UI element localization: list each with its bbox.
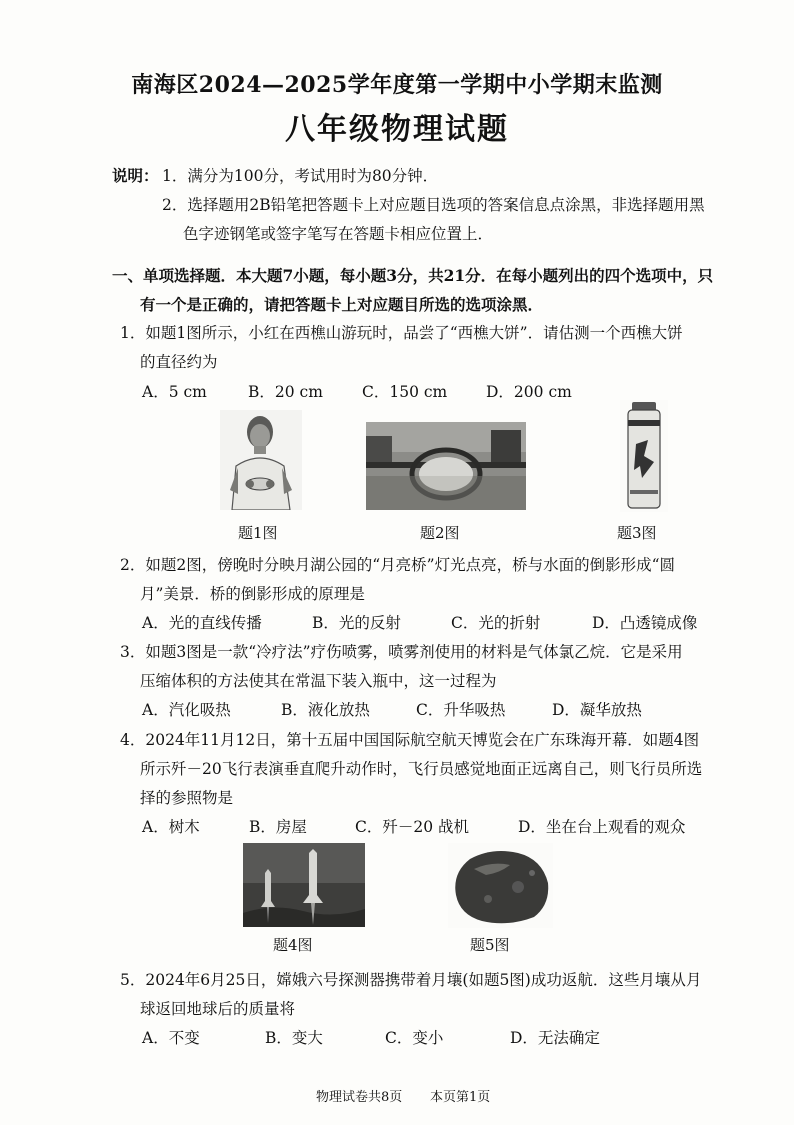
question-3-line2: 压缩体积的方法使其在常温下装入瓶中，这一过程为 bbox=[140, 672, 497, 690]
q5-option-c: C．变小 bbox=[385, 1029, 444, 1047]
q4-option-c: C．歼－20 战机 bbox=[355, 818, 470, 836]
q3-option-c: C．升华吸热 bbox=[416, 701, 506, 719]
q4-option-b: B．房屋 bbox=[249, 818, 307, 836]
note-2-line1: 2．选择题用2B铅笔把答题卡上对应题目选项的答案信息点涂黑，非选择题用黑 bbox=[162, 196, 705, 214]
figure-3-photo bbox=[620, 400, 668, 512]
question-4-line1: 4．2024年11月12日，第十五届中国国际航空航天博览会在广东珠海开幕．如题4图 bbox=[120, 731, 700, 749]
question-4-line2: 所示歼－20飞行表演垂直爬升动作时，飞行员感觉地面正远离自己，则飞行员所选 bbox=[140, 760, 703, 778]
question-1-line1: 1．如题1图所示，小红在西樵山游玩时，品尝了“西樵大饼”．请估测一个西樵大饼 bbox=[120, 324, 683, 342]
question-4-line3: 择的参照物是 bbox=[140, 789, 234, 807]
question-2-line2: 月”美景．桥的倒影形成的原理是 bbox=[140, 585, 365, 603]
q3-option-b: B．液化放热 bbox=[281, 701, 370, 719]
figure-1-caption: 题1图 bbox=[238, 524, 278, 542]
section-heading-line1: 一、单项选择题．本大题7小题，每小题3分，共21分．在每小题列出的四个选项中，只 bbox=[112, 266, 714, 285]
q4-option-a: A．树木 bbox=[142, 818, 200, 836]
q1-option-a: A．5 cm bbox=[142, 383, 207, 401]
note-2-line2: 色字迹钢笔或签字笔写在答题卡相应位置上． bbox=[183, 225, 494, 243]
footer-total-pages: 物理试卷共8页 bbox=[316, 1090, 403, 1105]
q3-option-a: A．汽化吸热 bbox=[142, 701, 231, 719]
question-5-line2: 球返回地球后的质量将 bbox=[140, 1000, 296, 1018]
q3-option-d: D．凝华放热 bbox=[552, 701, 642, 719]
q5-option-d: D．无法确定 bbox=[510, 1029, 600, 1047]
q2-option-c: C．光的折射 bbox=[451, 614, 541, 632]
q1-option-d: D．200 cm bbox=[486, 383, 572, 401]
q2-option-b: B．光的反射 bbox=[312, 614, 401, 632]
exam-subject-title: 八年级物理试题 bbox=[285, 112, 509, 147]
q4-option-d: D．坐在台上观看的观众 bbox=[518, 818, 686, 836]
figure-3-caption: 题3图 bbox=[617, 524, 657, 542]
figure-5-caption: 题5图 bbox=[470, 936, 510, 954]
figure-1-photo bbox=[220, 410, 302, 510]
question-3-line1: 3．如题3图是一款“冷疗法”疗伤喷雾，喷雾剂使用的材料是气体氯乙烷．它是采用 bbox=[120, 643, 683, 661]
question-5-line1: 5．2024年6月25日，嫦娥六号探测器携带着月壤(如题5图)成功返航．这些月壤从月 bbox=[120, 971, 702, 989]
q2-option-a: A．光的直线传播 bbox=[142, 614, 262, 632]
figure-2-photo bbox=[366, 422, 526, 510]
q2-option-d: D．凸透镜成像 bbox=[592, 614, 698, 632]
footer-page-number: 本页第1页 bbox=[430, 1090, 491, 1105]
q1-option-c: C．150 cm bbox=[362, 383, 448, 401]
exam-header-title: 南海区2024—2025学年度第一学期中小学期末监测 bbox=[131, 72, 663, 98]
notes-label: 说明： bbox=[112, 166, 159, 185]
question-2-line1: 2．如题2图，傍晚时分映月湖公园的“月亮桥”灯光点亮，桥与水面的倒影形成“圆 bbox=[120, 556, 675, 574]
figure-4-caption: 题4图 bbox=[273, 936, 313, 954]
q1-option-b: B．20 cm bbox=[248, 383, 323, 401]
note-1: 1．满分为100分，考试用时为80分钟． bbox=[162, 167, 439, 185]
question-1-line2: 的直径约为 bbox=[140, 353, 218, 371]
figure-5-photo bbox=[448, 843, 553, 928]
figure-4-photo bbox=[243, 843, 365, 927]
section-heading-line2: 有一个是正确的，请把答题卡上对应题目所选的选项涂黑． bbox=[140, 295, 544, 314]
q5-option-b: B．变大 bbox=[265, 1029, 323, 1047]
q5-option-a: A．不变 bbox=[142, 1029, 200, 1047]
figure-2-caption: 题2图 bbox=[420, 524, 460, 542]
